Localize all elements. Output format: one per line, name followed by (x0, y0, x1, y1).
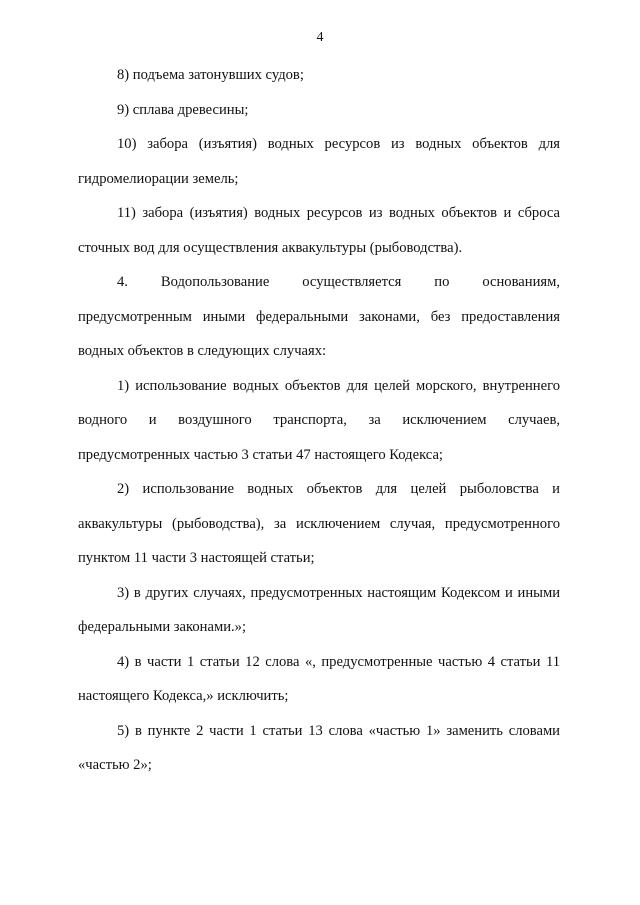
amendment-item-4: 4) в части 1 статьи 12 слова «, предусмотренные частью 4 статьи 11 настоящего Кодекса,» исключить; (78, 653, 560, 704)
section-4-paragraph: 4. Водопользование осуществляется по основаниям, предусмотренным иными федеральными законами, без предоставления водных объектов в следующих случаях: (78, 274, 560, 359)
list-item-11: 11) забора (изъятия) водных ресурсов из водных объектов и сброса сточных вод для осуществления аквакультуры (рыбоводства). (78, 205, 560, 256)
amendment-item-5: 5) в пункте 2 части 1 статьи 13 слова «частью 1» заменить словами «частью 2»; (78, 722, 560, 773)
document-body (78, 58, 560, 783)
case-item-1: 1) использование водных объектов для целей морского, внутреннего водного и воздушного транспорта, за исключением случаев, предусмотренных частью 3 статьи 47 настоящего Кодекса; (78, 377, 560, 463)
case-item-2: 2) использование водных объектов для целей рыболовства и аквакультуры (рыбоводства), за исключением случая, предусмотренного пунктом 11 части 3 настоящей статьи; (78, 481, 560, 566)
list-item-10: 10) забора (изъятия) водных ресурсов из водных объектов для гидромелиорации земель; (78, 136, 560, 187)
list-item-8: 8) подъема затонувших судов; (117, 67, 304, 83)
page-number: 4 (316, 30, 324, 45)
case-item-3: 3) в других случаях, предусмотренных настоящим Кодексом и иными федеральными законами.»; (78, 584, 560, 635)
list-item-9: 9) сплава древесины; (117, 101, 249, 118)
